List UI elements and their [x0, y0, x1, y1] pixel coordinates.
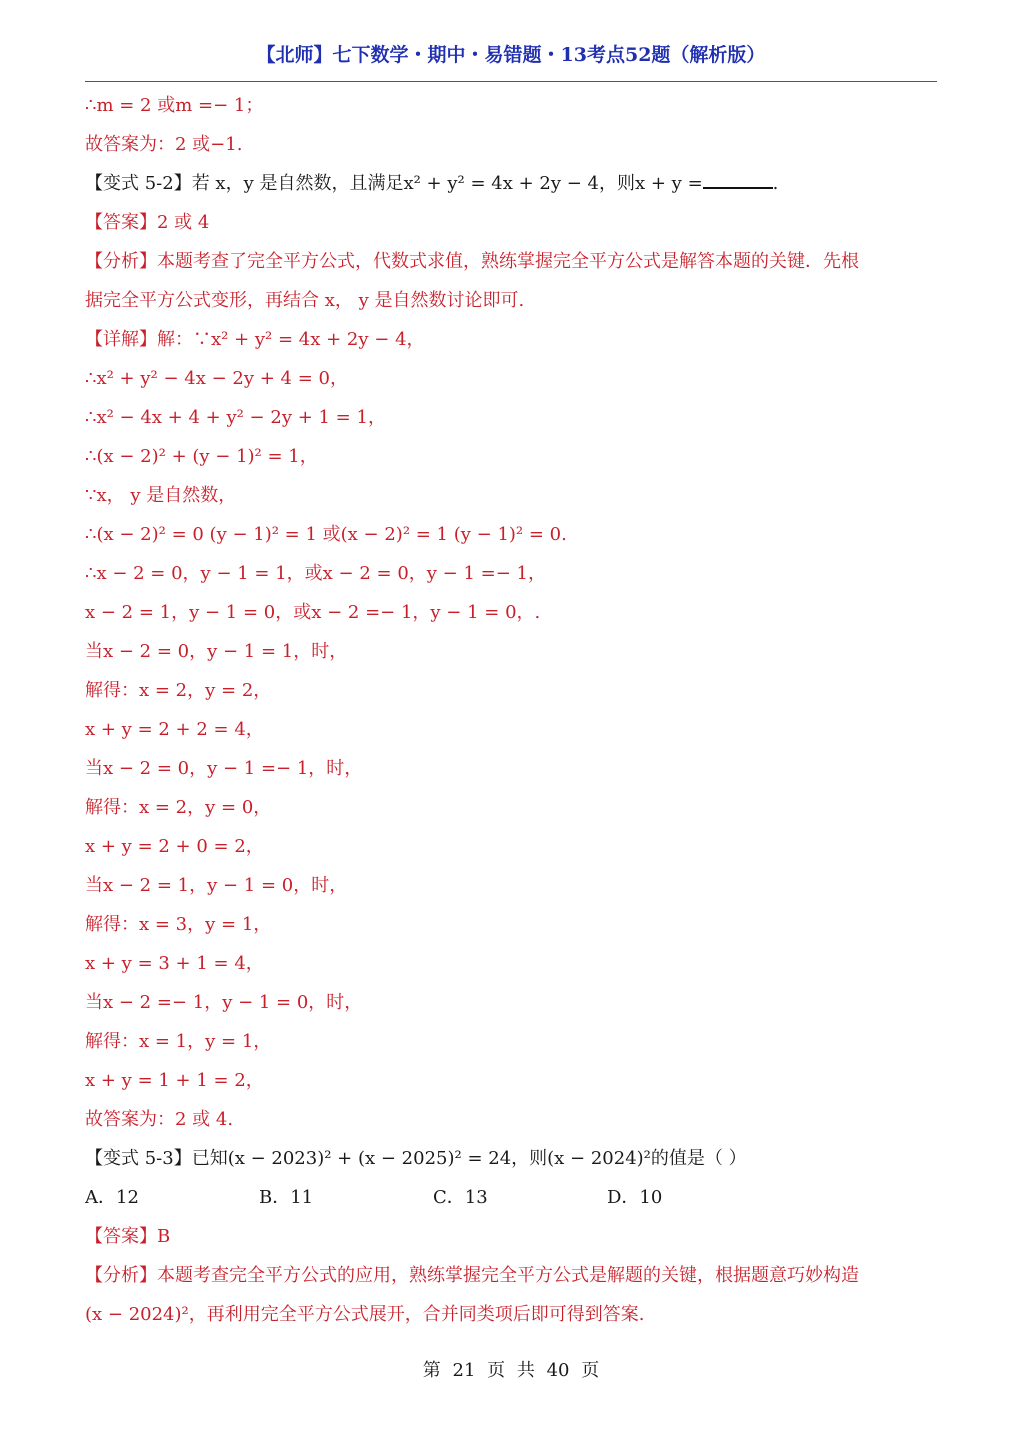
- fill-in-blank: [703, 169, 773, 189]
- text-line: [85, 1297, 945, 1336]
- text-line-content: 【分析】本题考查了完全平方公式，代数式求值，熟练掌握完全平方公式是解答本题的关键．先根: [85, 251, 859, 272]
- text-line: [85, 634, 945, 673]
- text-line: [85, 946, 945, 985]
- text-line: [85, 166, 945, 205]
- page-header-title: 【北师】七下数学・期中・易错题・13考点52题（解析版）: [256, 44, 766, 66]
- text-line: [85, 673, 945, 712]
- text-line-content: (x − 2024)²，再利用完全平方公式展开，合并同类项后即可得到答案.: [85, 1304, 645, 1325]
- text-line: [85, 595, 945, 634]
- text-line-content: 当x − 2 = 0，y − 1 =− 1，时，: [85, 758, 363, 779]
- text-line: [85, 1258, 945, 1297]
- text-line: [85, 361, 945, 400]
- text-line: [85, 244, 945, 283]
- answer-analysis: [85, 1219, 945, 1336]
- text-line: [85, 283, 945, 322]
- text-line-content: 解得：x = 1，y = 1，: [85, 1031, 272, 1052]
- text-line: [85, 790, 945, 829]
- text-line: [85, 400, 945, 439]
- text-line: [85, 556, 945, 595]
- option-a: A．12: [85, 1187, 139, 1208]
- text-line-content: 【答案】2 或 4: [85, 212, 210, 233]
- line-suffix: .: [772, 173, 779, 194]
- text-line-content: 当x − 2 =− 1，y − 1 = 0，时，: [85, 992, 363, 1013]
- option-d: D．10: [607, 1187, 663, 1208]
- text-line-content: 故答案为：2 或−1.: [85, 134, 243, 155]
- text-line-content: 【详解】解：∵x² + y² = 4x + 2y − 4，: [85, 329, 425, 350]
- text-line-content: ∴x² + y² − 4x − 2y + 4 = 0，: [85, 368, 348, 389]
- text-line: [85, 88, 945, 127]
- text-line-content: 当x − 2 = 1，y − 1 = 0，时，: [85, 875, 348, 896]
- text-line-content: 解得：x = 2，y = 0，: [85, 797, 272, 818]
- text-line: [85, 751, 945, 790]
- text-line: [85, 1024, 945, 1063]
- document-body: [85, 88, 945, 1336]
- text-line: [85, 985, 945, 1024]
- text-line-content: x + y = 1 + 1 = 2，: [85, 1070, 264, 1091]
- text-line: [85, 712, 945, 751]
- text-line: [85, 829, 945, 868]
- text-line-content: ∴(x − 2)² = 0 (y − 1)² = 1 或(x − 2)² = 1 (y − 1)² = 0.: [85, 524, 567, 545]
- text-line: [85, 127, 945, 166]
- text-line-content: 解得：x = 2，y = 2，: [85, 680, 272, 701]
- text-line-content: x + y = 2 + 2 = 4，: [85, 719, 264, 740]
- text-line: [85, 907, 945, 946]
- text-line: [85, 868, 945, 907]
- text-line-content: x − 2 = 1，y − 1 = 0，或x − 2 =− 1，y − 1 = 0，.: [85, 602, 541, 623]
- text-line: [85, 1063, 945, 1102]
- answer-options: [85, 1180, 945, 1219]
- text-line: [85, 205, 945, 244]
- text-line: [85, 322, 945, 361]
- option-c: C．13: [433, 1187, 488, 1208]
- text-line-content: ∴x² − 4x + 4 + y² − 2y + 1 = 1，: [85, 407, 386, 428]
- text-line-content: 【变式 5-3】已知(x − 2023)² + (x − 2025)² = 24，则(x − 2024)²的值是（ ）: [85, 1148, 747, 1169]
- text-line-content: 【答案】B: [85, 1226, 171, 1247]
- text-line: [85, 478, 945, 517]
- text-line-content: ∴(x − 2)² + (y − 1)² = 1，: [85, 446, 318, 467]
- text-line: [85, 439, 945, 478]
- text-line-content: 据完全平方公式变形，再结合 x， y 是自然数讨论即可.: [85, 290, 525, 311]
- text-line-content: 【分析】本题考查完全平方公式的应用，熟练掌握完全平方公式是解题的关键，根据题意巧妙构造: [85, 1265, 859, 1286]
- text-line-content: ∴m = 2 或m =− 1；: [85, 95, 264, 116]
- text-line-content: ∴x − 2 = 0，y − 1 = 1，或x − 2 = 0，y − 1 =− 1，: [85, 563, 546, 584]
- text-line-content: 故答案为：2 或 4.: [85, 1109, 234, 1130]
- option-b: B．11: [259, 1187, 314, 1208]
- text-line: [85, 1102, 945, 1141]
- text-line: [85, 1141, 945, 1180]
- text-line: [85, 517, 945, 556]
- text-line-content: x + y = 3 + 1 = 4，: [85, 953, 264, 974]
- solution-lines: [85, 88, 945, 1180]
- text-line-content: 【变式 5-2】若 x，y 是自然数，且满足x² + y² = 4x + 2y − 4，则x + y =: [85, 173, 703, 194]
- header-divider: [85, 81, 937, 82]
- page-footer: 第 21 页 共 40 页: [422, 1360, 600, 1381]
- text-line-content: x + y = 2 + 0 = 2，: [85, 836, 264, 857]
- text-line: [85, 1219, 945, 1258]
- text-line-content: 当x − 2 = 0，y − 1 = 1，时，: [85, 641, 348, 662]
- text-line-content: ∵x， y 是自然数，: [85, 485, 237, 506]
- text-line-content: 解得：x = 3，y = 1，: [85, 914, 272, 935]
